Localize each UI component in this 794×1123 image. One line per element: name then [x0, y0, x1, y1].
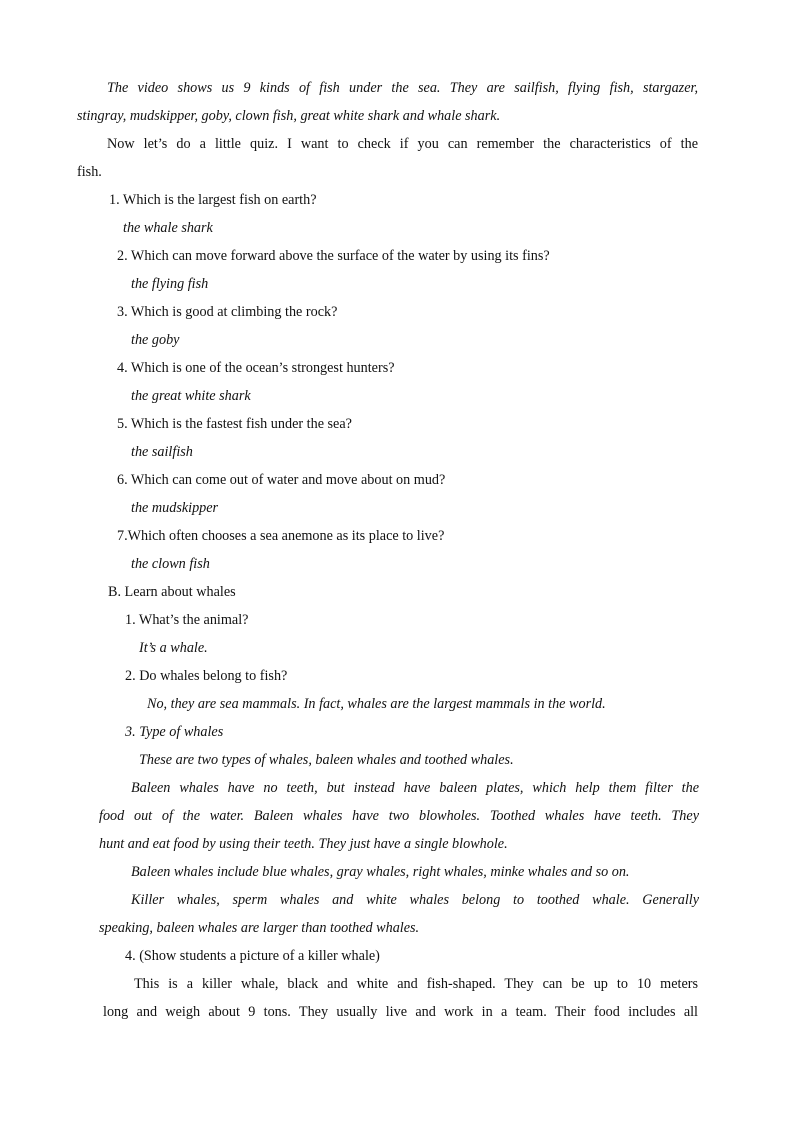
whale-question-3: 3. Type of whales [125, 724, 224, 740]
whale-question-4: 4. (Show students a picture of a killer whale) [125, 948, 380, 964]
quiz-answer-3: the goby [131, 332, 180, 348]
baleen-include-line: Baleen whales include blue whales, gray whales, right whales, minke whales and so on. [131, 864, 630, 880]
quiz-answer-5: the sailfish [131, 444, 193, 460]
intro-line-2: stingray, mudskipper, goby, clown fish, great white shark and whale shark. [77, 108, 501, 124]
killer-line-2: speaking, baleen whales are larger than toothed whales. [99, 920, 420, 936]
intro-line-1: The video shows us 9 kinds of fish under the sea. They are sailfish, flying fish, stargazer, [107, 80, 698, 96]
final-line-1: This is a killer whale, black and white and fish-shaped. They can be up to 10 meters [134, 976, 698, 992]
quiz-question-1: 1. Which is the largest fish on earth? [109, 192, 317, 208]
quiz-answer-4: the great white shark [131, 388, 251, 404]
whale-answer-2: No, they are sea mammals. In fact, whales are the largest mammals in the world. [147, 696, 606, 712]
quiz-intro-line-1: Now let’s do a little quiz. I want to check if you can remember the characteristics of the [107, 136, 698, 152]
quiz-question-7: 7.Which often chooses a sea anemone as its place to live? [117, 528, 445, 544]
quiz-question-5: 5. Which is the fastest fish under the sea? [117, 416, 352, 432]
whale-types-line: These are two types of whales, baleen whales and toothed whales. [139, 752, 514, 768]
quiz-question-6: 6. Which can come out of water and move about on mud? [117, 472, 446, 488]
quiz-answer-6: the mudskipper [131, 500, 219, 516]
whale-question-2: 2. Do whales belong to fish? [125, 668, 288, 684]
baleen-line-2: food out of the water. Baleen whales have two blowholes. Toothed whales have teeth. They [99, 808, 699, 824]
whale-question-1: 1. What’s the animal? [125, 612, 249, 628]
quiz-question-2: 2. Which can move forward above the surface of the water by using its fins? [117, 248, 550, 264]
whale-answer-1: It’s a whale. [139, 640, 208, 656]
quiz-answer-2: the flying fish [131, 276, 209, 292]
killer-line-1: Killer whales, sperm whales and white whales belong to toothed whale. Generally [131, 892, 699, 908]
final-line-2: long and weigh about 9 tons. They usually live and work in a team. Their food includes all [103, 1004, 698, 1020]
baleen-line-1: Baleen whales have no teeth, but instead have baleen plates, which help them filter the [131, 780, 699, 796]
quiz-intro-line-2: fish. [77, 164, 102, 180]
quiz-answer-7: the clown fish [131, 556, 210, 572]
quiz-question-3: 3. Which is good at climbing the rock? [117, 304, 338, 320]
quiz-question-4: 4. Which is one of the ocean’s strongest hunters? [117, 360, 395, 376]
quiz-answer-1: the whale shark [123, 220, 213, 236]
section-b-heading: B. Learn about whales [108, 584, 236, 600]
baleen-line-3: hunt and eat food by using their teeth. They just have a single blowhole. [99, 836, 508, 852]
